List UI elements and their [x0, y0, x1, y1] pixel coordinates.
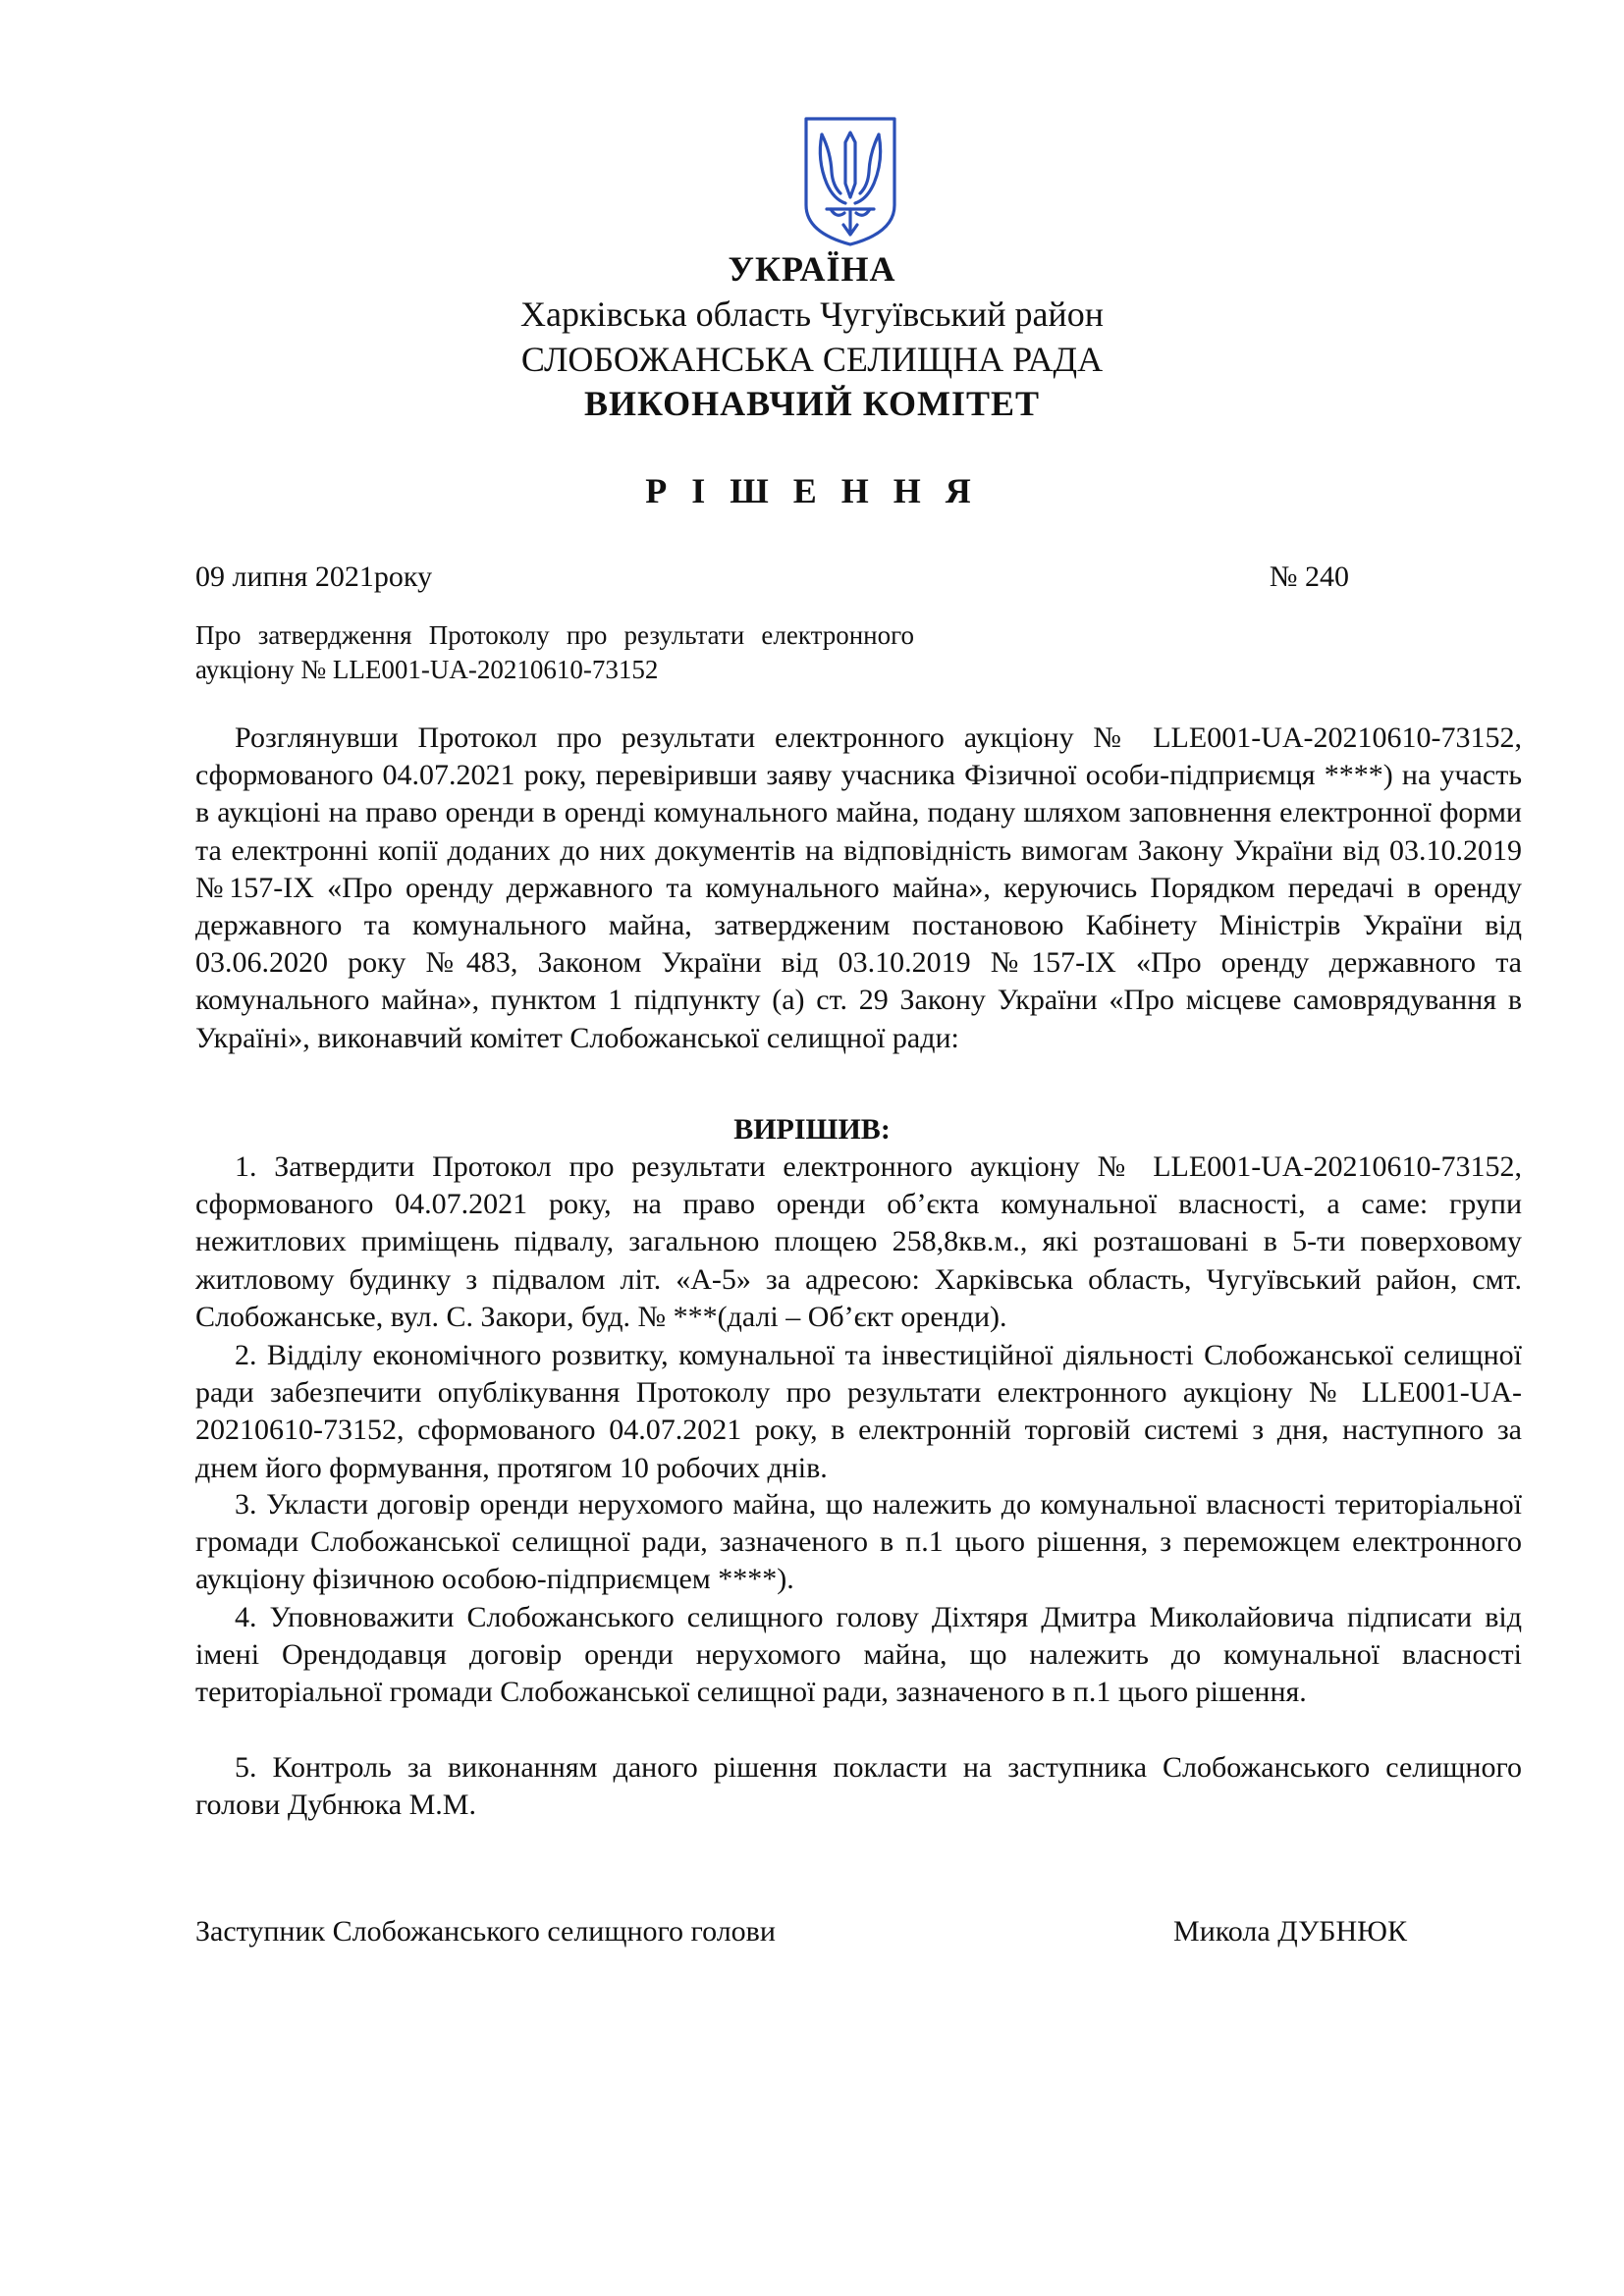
- decided-heading: ВИРІШИВ:: [733, 1113, 891, 1146]
- signatory-role: Заступник Слобожанського селищного голови: [195, 1915, 776, 1948]
- country-title: УКРАЇНА: [728, 249, 896, 289]
- decision-subject: Про затвердження Протоколу про результати електронного аукціону № LLE001-UA-20210610-73152: [195, 620, 914, 684]
- decision-item: 2. Відділу економічного розвитку, комунальної та інвестиційної діяльності Слобожанської селищної ради забезпечити опублікування Протоколу про результати електронного аукціону № LLE001-UA-20210610-73152, сформованого 04.07.2021 року, в електронній торговій системі з дня, наступного за днем його формування, протягом 10 робочих днів.: [195, 1339, 1522, 1484]
- decision-date: 09 липня 2021року: [195, 561, 433, 593]
- decision-item: 3. Укласти договір оренди нерухомого майна, що належить до комунальної власності територіальної громади Слобожанської селищної ради, зазначеного в п.1 цього рішення, з переможцем електронного аукціону фізичною особою-підприємцем ****).: [195, 1488, 1522, 1596]
- tryzub-icon: [800, 115, 900, 248]
- committee-name: ВИКОНАВЧИЙ КОМІТЕТ: [583, 384, 1041, 423]
- decision-item: 4. Уповноважити Слобожанського селищного голову Діхтяря Дмитра Миколайовича підписати від імені Орендодавця договір оренди нерухомого майна, що належить до комунальної власності територіальної громади Слобожанської селищної ради, зазначеного в п.1 цього рішення.: [195, 1601, 1522, 1709]
- signatory-name: Микола ДУБНЮК: [1173, 1915, 1407, 1948]
- decision-item: 5. Контроль за виконанням даного рішення покласти на заступника Слобожанського селищного голови Дубнюка М.М.: [195, 1751, 1522, 1822]
- council-name: СЛОБОЖАНСЬКА СЕЛИЩНА РАДА: [520, 340, 1104, 379]
- document-type-heading: Р І Ш Е Н Н Я: [645, 471, 979, 510]
- decision-item: 1. Затвердити Протокол про результати електронного аукціону № LLE001-UA-20210610-73152, сформованого 04.07.2021 року, на право оренди об’єкта комунальної власності, а саме: групи нежитлових приміщень підвалу, загальною площею 258,8кв.м., які розташовані в 5-ти поверховому житловому будинку з підвалом літ. «А-5» за адресою: Харківська область, Чугуївський район, смт. Слобожанське, вул. С. Закори, буд. № ***(далі – Об’єкт оренди).: [195, 1150, 1522, 1333]
- region-line: Харківська область Чугуївський район: [520, 294, 1104, 334]
- preamble-paragraph: Розглянувши Протокол про результати електронного аукціону № LLE001-UA-20210610-73152, сформованого 04.07.2021 року, перевіривши заяву учасника Фізичної особи-підприємця ****) на участь в аукціоні на право оренди в оренді комунального майна, подану шляхом заповнення електронної форми та електронні копії доданих до них документів на відповідність вимогам Закону України від 03.10.2019 №157-IX «Про оренду державного та комунального майна», керуючись Порядком передачі в оренду державного та комунального майна, затвердженим постановою Кабінету Міністрів України від 03.06.2020 року №483, Законом України від 03.10.2019 №157-IX «Про оренду державного та комунального майна», пунктом 1 підпункту (а) ст. 29 Закону України «Про місцеве самоврядування в Україні», виконавчий комітет Слобожанської селищної ради:: [195, 721, 1522, 1054]
- decision-number: № 240: [1269, 561, 1349, 593]
